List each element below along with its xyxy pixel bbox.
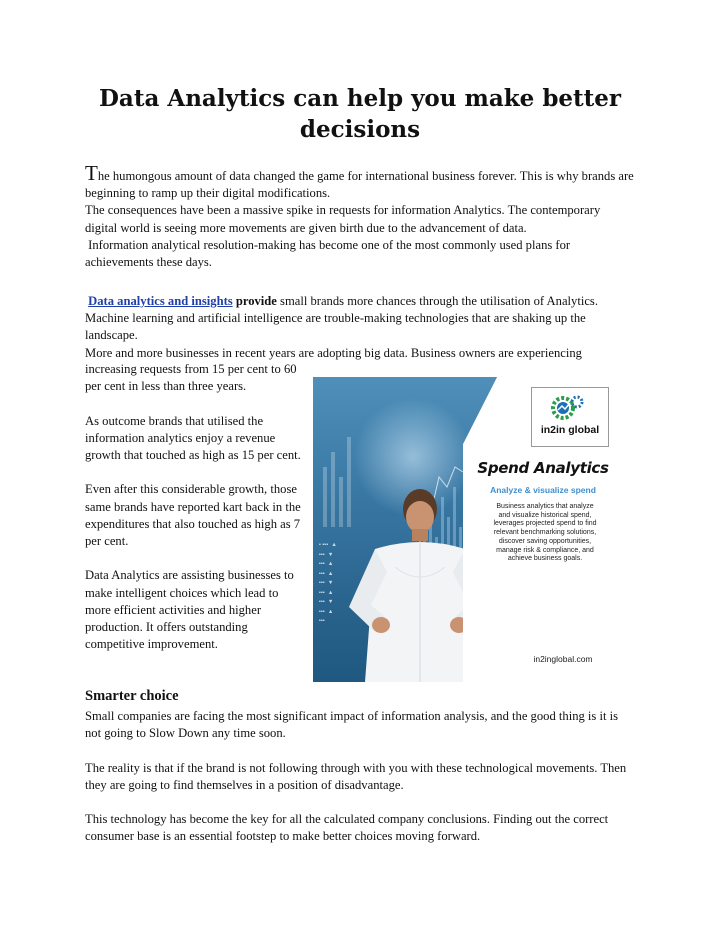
logo-text: in2in global <box>540 424 600 436</box>
wrap-paragraph-2: As outcome brands that utilised the information analytics enjoy a revenue growth that touched as high as 15 per cent. <box>85 413 301 462</box>
provide-bold: provide <box>235 294 277 308</box>
smarter-paragraph-3: This technology has become the key for all the calculated company conclusions. Finding out the correct consumer base is an essential footstep to make better choices moving forward. <box>85 812 609 844</box>
smarter-paragraph-1: Small companies are facing the most significant impact of information analysis, and the good thing is it is not going to Slow Down any time soon. <box>85 709 619 741</box>
wrap-paragraph-4: Data Analytics are assisting businesses to make intelligent choices which lead to more efficient activities and higher production. It offers outstanding competitive improvement. <box>85 568 294 652</box>
analytics-paragraph <box>85 293 635 345</box>
page-title: Data Analytics can help you make better decisions <box>98 85 622 143</box>
adoption-paragraph-start: More and more businesses in recent years are adopting big data. Business owners are experiencing <box>85 345 582 360</box>
ad-subtitle: Analyze & visualize spend <box>490 485 596 495</box>
intro-section <box>85 161 635 271</box>
spend-analytics-ad-image <box>313 377 618 682</box>
wrapped-text-column <box>85 361 307 653</box>
analytics-rest-text: small brands more chances through the utilisation of Analytics. Machine learning and artificial intelligence are trouble-making technologies that are shaking up the landscape. <box>85 294 598 343</box>
wrap-paragraph-1: increasing requests from 15 per cent to 60 per cent in less than three years. <box>85 362 297 394</box>
wrap-paragraph-3: Even after this considerable growth, those same brands have reported kart back in the expenditures that also touched as high as 7 per cent. <box>85 482 301 548</box>
ad-title: Spend Analytics <box>477 459 609 477</box>
smarter-choice-section <box>85 708 635 846</box>
intro-paragraph-1 <box>85 161 635 202</box>
dropcap-letter: T <box>85 161 98 185</box>
smarter-paragraph-2: The reality is that if the brand is not following through with you with these technological movements. Then they are going to find themselves in a position of disadvantage. <box>85 760 627 792</box>
ad-description: Business analytics that analyze and visualize historical spend, leverages projected spend to find relevant benchmarking solutions, discover saving opportunities, manage risk & compliance, and achieve business goals. <box>493 503 597 563</box>
in2in-logo <box>531 387 609 447</box>
intro-paragraph-2: The consequences have been a massive spike in requests for information Analytics. The contemporary digital world is seeing more movements are given birth due to the advancement of data. <box>85 203 601 235</box>
gear-logo-icon <box>546 393 586 423</box>
stock-ticker-graphic: ▪ ▪▪▪ ▲ ▪▪▪ ▼ ▪▪▪ ▲ ▪▪▪ ▲ ▪▪▪ ▼ ▪▪▪ ▲ ▪▪▪ ▼ ▪▪▪ ▲ ▪▪▪ <box>319 542 337 624</box>
smarter-choice-heading: Smarter choice <box>85 688 179 704</box>
analytics-insights-link[interactable]: Data analytics and insights <box>88 294 233 308</box>
intro-p1-text: he humongous amount of data changed the game for international business forever. This is why brands are beginning to ramp up their digital modifications. <box>85 169 634 201</box>
intro-paragraph-3: Information analytical resolution-making has become one of the most commonly used plans for achievements these days. <box>85 237 574 270</box>
analytics-section <box>85 293 635 362</box>
ad-url: in2inglobal.com <box>533 654 593 664</box>
